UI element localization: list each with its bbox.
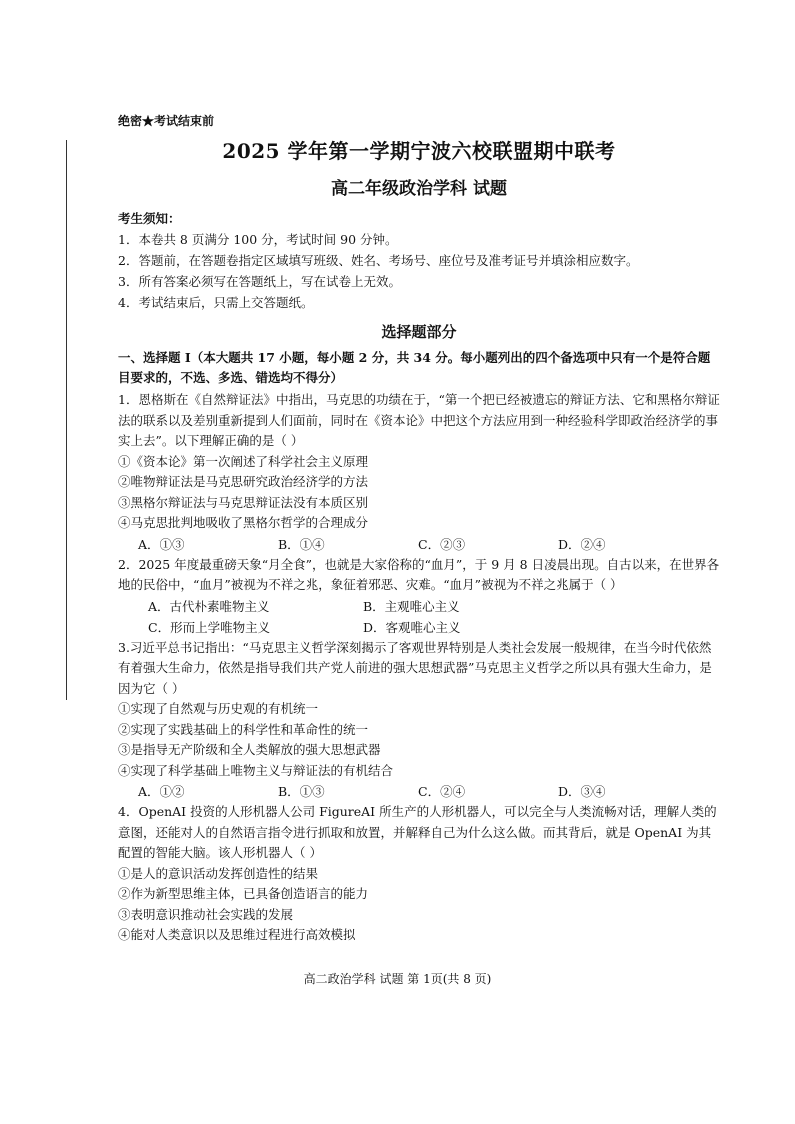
statement-option: ③是指导无产阶级和全人类解放的强大思想武器 [118, 742, 381, 757]
choice-c: C．形而上学唯物主义 [148, 619, 271, 635]
choice-d: D．③④ [558, 784, 606, 799]
statement-option: ④实现了科学基础上唯物主义与辩证法的有机结合 [118, 762, 394, 778]
choice-c: C．②③ [418, 536, 466, 552]
choice-a: A．①② [138, 784, 185, 799]
question-stem: 4．OpenAI 投资的人形机器人公司 FigureAI 所生产的人形机器人，可以完全与人类流畅对话，理解人类的意图，还能对人的自然语言指令进行抓取和放置，并解释自己为什么这么做。而其背后，就是 OpenAI 为其配置的智能大脑。该人形机器人（ ） [118, 804, 717, 860]
notice-item: 1．本卷共 8 页满分 100 分，考试时间 90 分钟。 [118, 232, 398, 247]
answer-choices [118, 596, 720, 638]
statement-option: ②唯物辩证法是马克思研究政治经济学的方法 [118, 474, 369, 489]
question-stem: 3.习近平总书记指出：“马克思主义哲学深刻揭示了客观世界特别是人类社会发展一般规律，在当今时代依然有着强大生命力，依然是指导我们共产党人前进的强大思想武器”马克思主义哲学之所以具有强大生命力，是因为它（ ） [118, 639, 712, 696]
question-1 [118, 390, 720, 555]
statement-option: ①《资本论》第一次阐述了科学社会主义原理 [118, 453, 369, 469]
statement-option: ①实现了自然观与历史观的有机统一 [118, 701, 319, 716]
page-footer: 高二政治学科 试题 第 1页(共 8 页) [303, 972, 492, 986]
choice-c: C．②④ [418, 784, 466, 799]
statement-option: ③表明意识推动社会实践的发展 [118, 906, 294, 922]
exam-title: 2025 学年第一学期宁波六校联盟期中联考 [222, 139, 616, 163]
question-stem: 2．2025 年度最重磅天象“月全食”，也就是大家俗称的“血月”，于 9 月 8 日凌晨出现。自古以来，在世界各地的民俗中，“血月”被视为不祥之兆，象征着邪恶、灾难。“血月”被视为不祥之兆属于（ ） [118, 556, 720, 592]
notice-item: 2．答题前，在答题卷指定区域填写班级、姓名、考场号、座位号及准考证号并填涂相应数字。 [118, 253, 639, 268]
statement-option: ①是人的意识活动发挥创造性的结果 [118, 865, 319, 881]
notice-item: 4．考试结束后，只需上交答题纸。 [118, 295, 314, 310]
choice-a: A．古代朴素唯物主义 [148, 598, 270, 614]
answer-choices [118, 781, 720, 802]
choice-a: A．①③ [138, 536, 185, 552]
notice-heading: 考生须知： [118, 211, 181, 226]
choice-b: B．①④ [278, 536, 325, 552]
confidential-mark: 绝密★考试结束前 [118, 114, 215, 128]
page-content [118, 112, 720, 946]
statement-option: ③黑格尔辩证法与马克思辩证法没有本质区别 [118, 494, 369, 510]
statement-option: ②作为新型思维主体，已具备创造语言的能力 [118, 886, 369, 901]
exam-subtitle: 高二年级政治学科 试题 [331, 179, 507, 199]
question-stem: 1．恩格斯在《自然辩证法》中指出，马克思的功绩在于，“第一个把已经被遗忘的辩证方法、它和黑格尔辩证法的联系以及差别重新提到人们面前，同时在《资本论》中把这个方法应用到一种经验科学即政治经济学的事实上去”。以下理解正确的是（ ） [118, 392, 720, 448]
answer-choices [118, 534, 720, 555]
choice-b: B．①③ [278, 784, 325, 799]
section-intro: 一、选择题 I（本大题共 17 小题，每小题 2 分，共 34 分。每小题列出的四个备选项中只有一个是符合题目要求的，不选、多选、错选均不得分） [118, 350, 711, 385]
question-3 [118, 638, 720, 803]
binding-margin-line [66, 140, 67, 700]
choice-d: D．客观唯心主义 [363, 619, 461, 635]
choice-b: B．主观唯心主义 [363, 598, 460, 614]
statement-option: ④马克思批判地吸收了黑格尔哲学的合理成分 [118, 515, 369, 530]
question-4 [118, 802, 720, 946]
statement-option: ④能对人类意识以及思维过程进行高效模拟 [118, 927, 356, 942]
part-title: 选择题部分 [381, 323, 457, 341]
question-2 [118, 555, 720, 638]
notice-item: 3．所有答案必须写在答题纸上，写在试卷上无效。 [118, 274, 401, 289]
statement-option: ②实现了实践基础上的科学性和革命性的统一 [118, 721, 369, 737]
choice-d: D．②④ [558, 536, 606, 552]
